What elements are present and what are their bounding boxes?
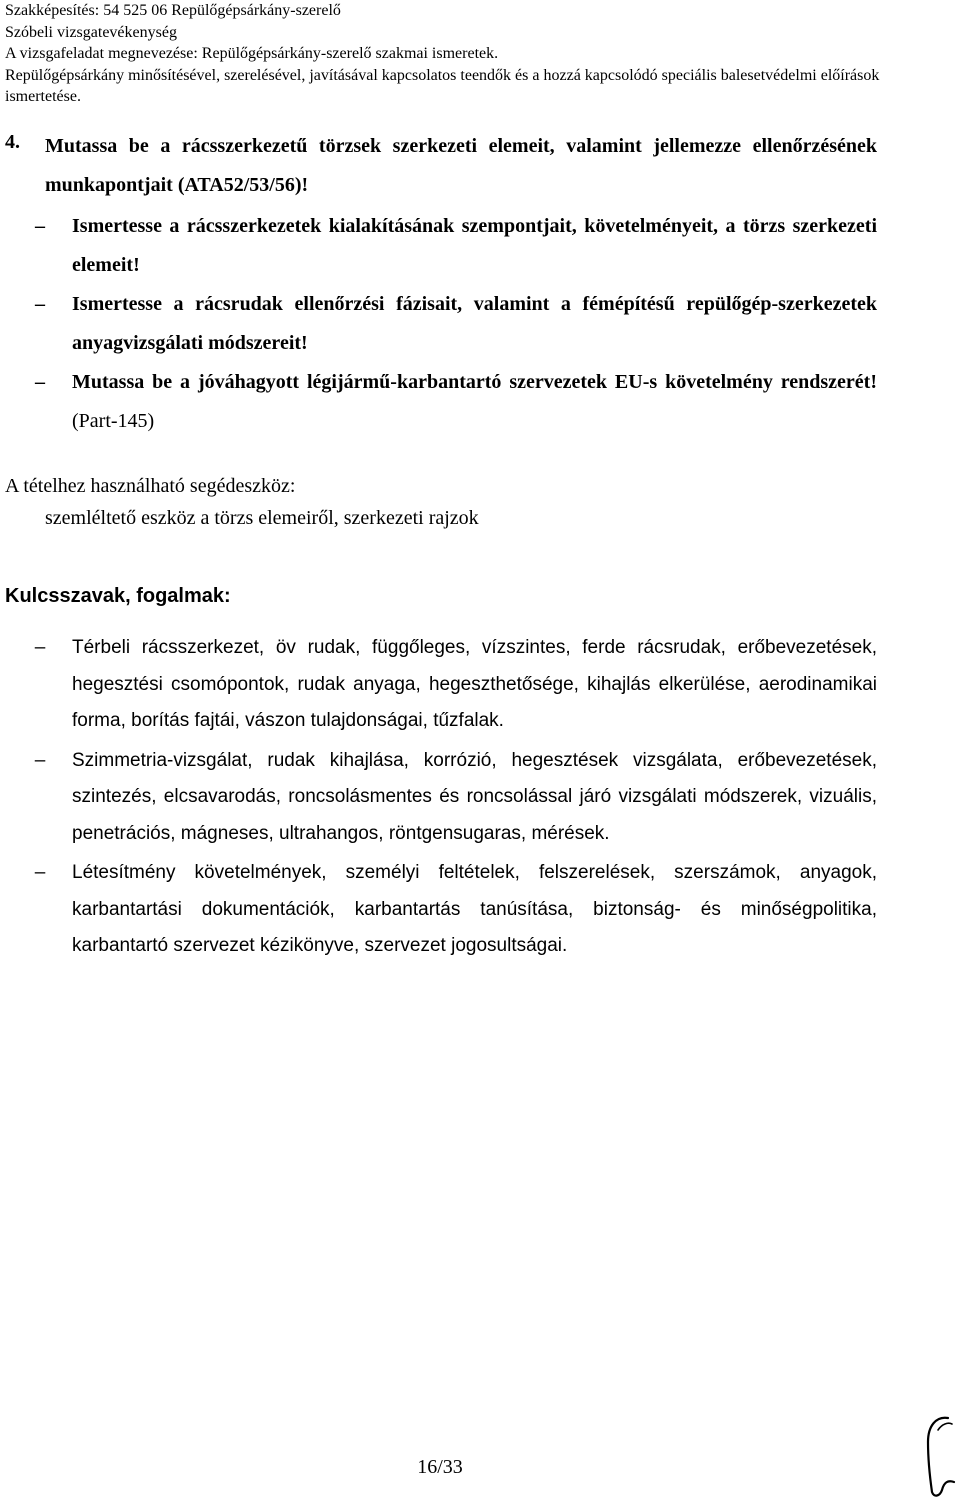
keyword-item: [0, 855, 877, 965]
header-task-description: Repülőgépsárkány minősítésével, szerelésével, javításával kapcsolatos teendők és a hozzá kapcsolódó speciális balesetvédelmi előírások ismertetése.: [5, 66, 880, 105]
keywords-list: [0, 630, 960, 965]
subpoint-suffix: (Part-145): [72, 410, 155, 432]
tools-text: szemléltető eszköz a törzs elemeiről, szerkezeti rajzok: [45, 507, 479, 529]
subpoint-item: [0, 285, 877, 363]
subpoint-text: Mutassa be a jóváhagyott légijármű-karbantartó szervezetek EU-s követelmény rendszerét!: [72, 371, 877, 393]
dash-bullet: –: [34, 862, 46, 883]
dash-bullet: –: [34, 637, 46, 658]
dash-bullet: –: [35, 293, 45, 315]
keywords-title: Kulcsszavak, fogalmak:: [5, 585, 231, 607]
subpoint-text: Ismertesse a rácsszerkezetek kialakításának szempontjait, követelményeit, a törzs szerkezeti elemeit!: [72, 215, 877, 276]
subpoint-item: [0, 207, 877, 285]
document-header: [5, 0, 950, 108]
keyword-item: [0, 743, 877, 853]
question-text: Mutassa be a rácsszerkezetű törzsek szerkezeti elemeit, valamint jellemezze ellenőrzésének munkapontjait (ATA52/53/56)!: [45, 135, 877, 196]
keyword-text: Szimmetria-vizsgálat, rudak kihajlása, korrózió, hegesztések vizsgálata, erőbevezetések, szintezés, elcsavarodás, roncsolásmentes és roncsolással járó vizsgálati módszerek, vizuális, penetrációs, mágneses, ultrahangos, röntgensugaras, mérések.: [72, 749, 877, 844]
subpoint-item: [0, 363, 877, 441]
subpoint-text: Ismertesse a rácsrudak ellenőrzési fázisait, valamint a fémépítésű repülőgép-szerkezetek anyagvizsgálati módszereit!: [72, 293, 877, 354]
keyword-item: [0, 630, 877, 740]
question-number: 4.: [5, 131, 20, 153]
page-number: 16/33: [417, 1456, 463, 1478]
tools-label: A tételhez használható segédeszköz:: [5, 475, 296, 497]
dash-bullet: –: [35, 215, 45, 237]
signature-mark: [918, 1412, 960, 1500]
question-subpoints: [0, 207, 960, 441]
dash-bullet: –: [34, 749, 46, 771]
header-qualification: Szakképesítés: 54 525 06 Repülőgépsárkány-szerelő: [5, 2, 341, 19]
keyword-text: Létesítmény követelmények, személyi feltételek, felszerelések, szerszámok, anyagok, karbantartási dokumentációk, karbantartás tanúsítása, biztonság- és minőségpolitika, karbantartó szervezet kézikönyve, szervezet jogosultságai.: [72, 862, 877, 956]
header-activity: Szóbeli vizsgatevékenység: [5, 23, 177, 41]
keyword-text: Térbeli rácsszerkezet, öv rudak, függőleges, vízszintes, ferde rácsrudak, erőbevezetések, hegesztési csomópontok, rudak anyaga, hegeszthetősége, kihajlás elkerülése, aerodinamikai forma, borítás fajtái, vászon tulajdonságai, tűzfalak.: [72, 637, 877, 731]
header-task-name: A vizsgafeladat megnevezése: Repülőgépsárkány-szerelő szakmai ismeretek.: [5, 45, 499, 62]
dash-bullet: –: [35, 371, 45, 393]
